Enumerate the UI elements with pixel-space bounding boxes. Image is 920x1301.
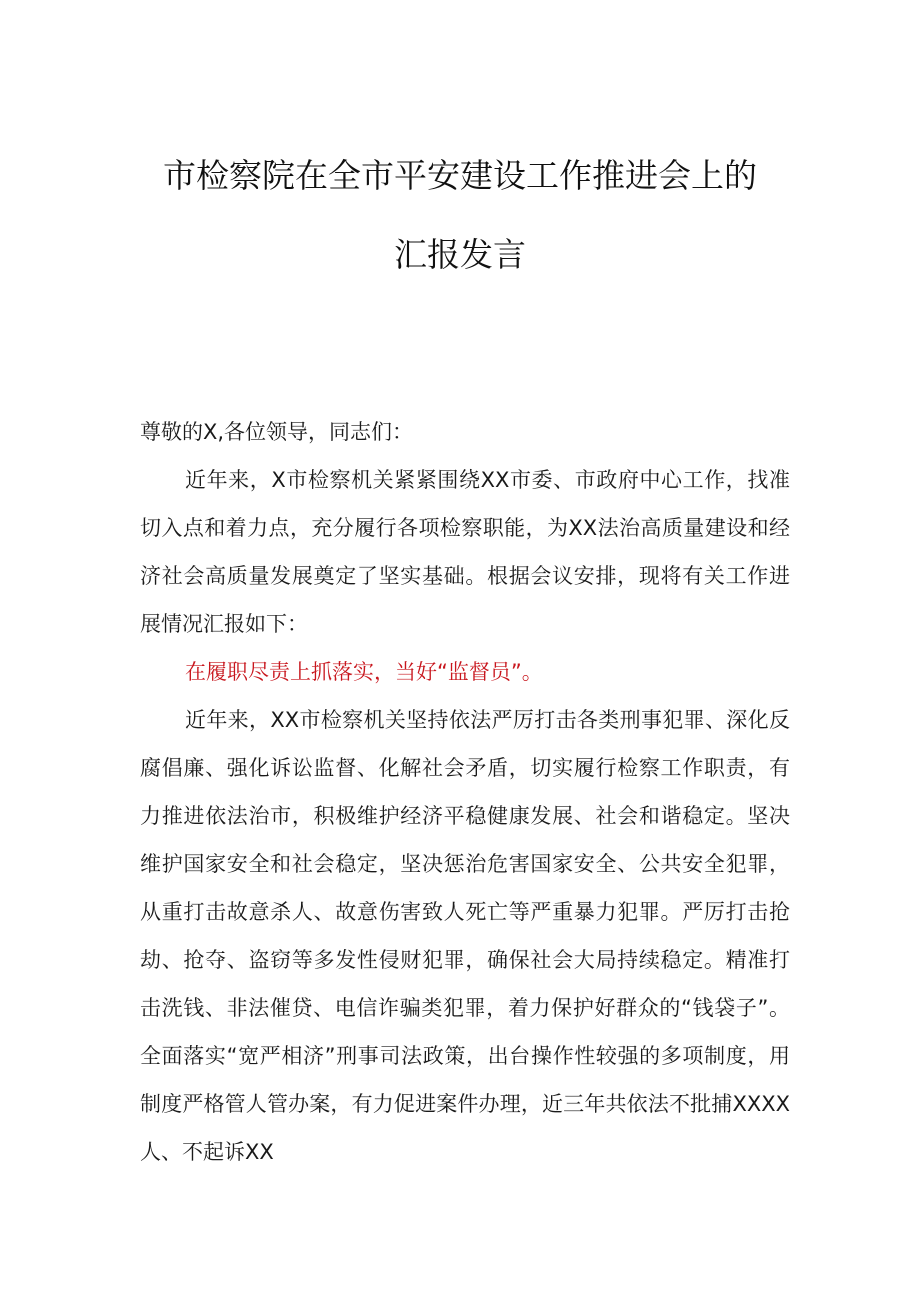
- paragraph-intro: 近年来，X市检察机关紧紧围绕XX市委、市政府中心工作，找准切入点和着力点，充分履行各项检察职能，为XX法治高质量建设和经济社会高质量发展奠定了坚实基础。根据会议安排，现将有关工作进展情况汇报如下：: [140, 468, 790, 636]
- paragraph-body: 近年来，XX市检察机关坚持依法严厉打击各类刑事犯罪、深化反腐倡廉、强化诉讼监督、化解社会矛盾，切实履行检察工作职责，有力推进依法治市，积极维护经济平稳健康发展、社会和谐稳定。坚决维护国家安全和社会稳定，坚决惩治危害国家安全、公共安全犯罪，从重打击故意杀人、故意伤害致人死亡等严重暴力犯罪。严厉打击抢劫、抢夺、盗窃等多发性侵财犯罪，确保社会大局持续稳定。精准打击洗钱、非法催贷、电信诈骗类犯罪，着力保护好群众的“钱袋子”。全面落实“宽严相济”刑事司法政策，出台操作性较强的多项制度，用制度严格管人管办案，有力促进案件办理，近三年共依法不批捕XXXX人、不起诉XX: [140, 708, 790, 1164]
- salutation: 尊敬的X,各位领导，同志们：: [140, 420, 414, 444]
- document-title-line-2: 汇报发言: [394, 235, 526, 274]
- document-title-line-1: 市检察院在全市平安建设工作推进会上的: [163, 156, 757, 195]
- section-heading: 在履职尽责上抓落实，当好“监督员”。: [185, 660, 543, 684]
